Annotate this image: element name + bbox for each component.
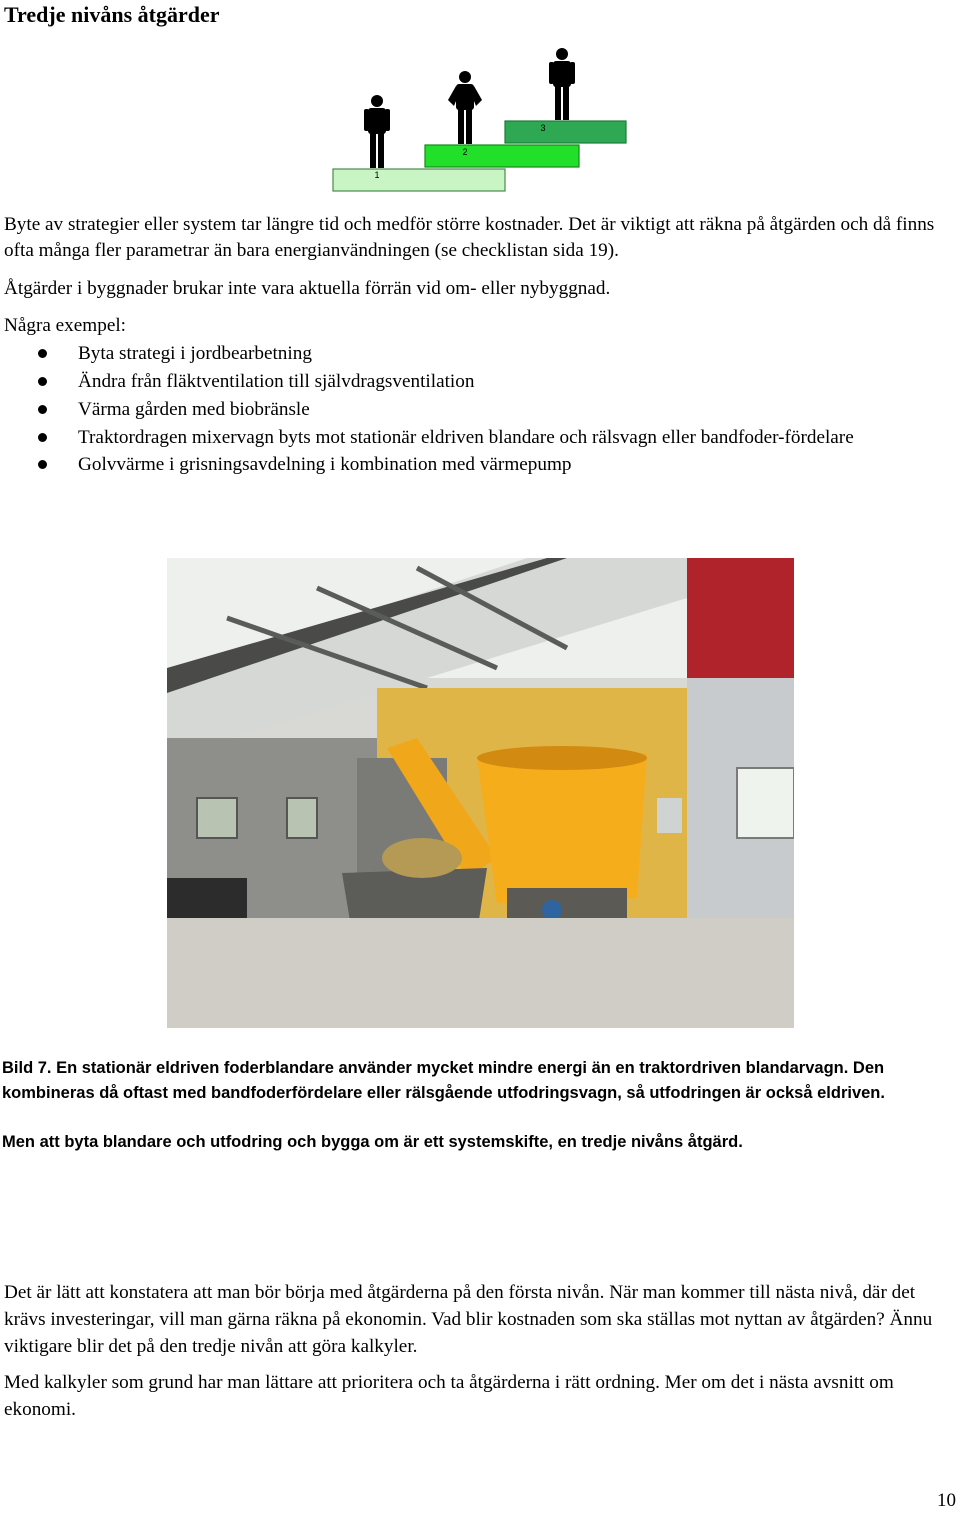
page-number: 10 [937,1490,956,1511]
buildings-paragraph: Åtgärder i byggnader brukar inte vara aktuella förrän vid om- eller nybyggnad. [4,278,611,299]
list-item [0,396,950,424]
person-figure-2 [448,71,482,144]
list-item [0,451,950,479]
list-item-text: Ändra från fläktventilation till självdragsventilation [78,371,475,392]
step-1-label: 1 [374,170,380,180]
person-figure-3 [549,48,575,120]
step-3-label: 3 [540,123,546,133]
three-level-steps-diagram [330,44,630,196]
list-item [0,424,950,451]
list-item [0,368,950,396]
step-2-label: 2 [462,147,468,157]
closing-paragraph-1: Det är lätt att konstatera att man bör börja med åtgärderna på den första nivån. När man kommer till nästa nivå, där det krävs investeringar, vill man gärna räkna på ekonomin. Vad blir kostnaden som ska ställas mot nyttan av åtgärden? Ännu viktigare blir det på den tredje nivån att göra kalkyler. [4,1282,933,1357]
list-item-text: Byta strategi i jordbearbetning [78,343,312,364]
step-1-block [333,169,505,191]
photo-caption: Bild 7. En stationär eldriven foderblandare använder mycket mindre energi än en traktordriven blandarvagn. Den kombineras då oftast med bandfoderfördelare eller rälsgående utfodringsvagn, så utfodringen är också eldriven. [2,1059,885,1102]
examples-list [0,340,950,479]
bullet-icon [38,349,47,358]
examples-intro: Några exempel: [4,315,126,336]
feed-mixer-photo [167,558,794,1028]
list-item [0,340,950,368]
closing-paragraph-2: Med kalkyler som grund har man lättare att prioritera och ta åtgärderna i rätt ordning. Mer om det i nästa avsnitt om ekonomi. [4,1372,894,1420]
list-item-text: Traktordragen mixervagn byts mot stationär eldriven blandare och rälsvagn eller bandfoder-fördelare [78,427,854,448]
step-3-block [505,121,626,143]
page-heading: Tredje nivåns åtgärder [4,2,220,27]
bullet-icon [38,460,47,469]
bullet-icon [38,377,47,386]
bullet-icon [38,405,47,414]
list-item-text: Värma gården med biobränsle [78,399,310,420]
bullet-icon [38,433,47,442]
person-figure-1 [364,95,390,168]
intro-paragraph: Byte av strategier eller system tar längre tid och medför större kostnader. Det är viktigt att räkna på åtgärden och då finns ofta många fler parametrar än bara energianvändningen (se checklistan sida 19). [4,214,935,261]
photo-caption-conclusion: Men att byta blandare och utfodring och bygga om är ett systemskifte, en tredje nivåns åtgärd. [2,1133,743,1151]
step-2-block [425,145,579,167]
list-item-text: Golvvärme i grisningsavdelning i kombination med värmepump [78,454,572,475]
